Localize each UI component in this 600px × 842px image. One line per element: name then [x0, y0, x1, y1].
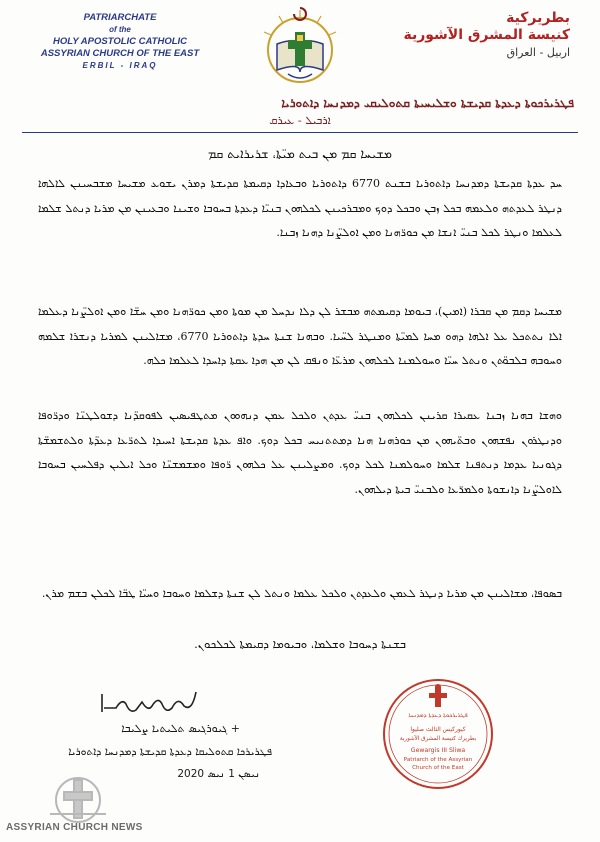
- signature-title: ܦܛܪܝܪܟܐ ܩܬܘܠܝܩܐ ܕܥܕܬܐ ܩܕܝܫܬܐ ܕܡܕܢܚܐ ܕܐܬܘܪܝܐ: [68, 746, 272, 758]
- seal-arabic: كيوركيس الثالث صليوا: [410, 726, 466, 733]
- letterhead-english: [20, 12, 220, 72]
- watermark-label: ASSYRIAN CHURCH NEWS: [6, 822, 143, 833]
- body-paragraph: ܡܫܝܚܐ ܕܩܡ ܡܢ ܩܒܪܐ (ܐܡܝܢ)، ܒܝܘܡܐ ܕܩܝܡܬܗ ܡܒܫܪ ܠܢ ܕܠܐ ܢܕܚܠ ܡܢ ܡܘܬܐ ܘܡܢ ܟܘܪ̈ܗܢܐ ܘܡܢ ܚܫ̈ܐ ܘܡܢ ܐܘܠܨ̈ܢܐ ܕܥܠܡܐ ܐܠܐ ܢܬܬܟܠ ܥܠ ܐܠܗܐ ܕܗܘ ܡܚܐ ܠܡܝ̈ܬܐ ܘܡܢܛܪ ܠܚ̈ܝܐ. ܘܒܗܢܐ ܫܢܬܐ ܚܕܬܐ ܕܐܬܘܪܝܐ 6770، ܡܫܐܠܝܢܢ ܠܡܪܝܐ ܕܢܫܪܐ ܫܠܡܗ ܘܚܘܒܗ ܒܠܒܘ̈ܬܢ ܘܢܬܠ ܚܝ̈ܐ ܘܚܘܠܡܢܐ ܠܟܠܗܘܢ ܡܪܥ̈ܐ ܘܢܦܩ ܠܢ ܡܢ ܗܕܐ ܥܩܬܐ ܕܐܚܕܐ ܠܥܠܡܐ ܟܠܗ.: [38, 305, 562, 367]
- body-paragraph: ܒܣܘܦܐ، ܡܫܐܠܝܢܢ ܡܢ ܡܪܝܐ ܕܢܛܪ ܠܥܡܢ ܘܠܥܕܬܢ ܘܠܟܠ ܥܠܡܐ ܘܢܬܠ ܠܢ ܫܢܬܐ ܕܫܠܡܐ ܘܚܘܒܐ ܘܚܝ̈ܐ ܛܒ̈ܐ ܠܟܠܢ ܒܫܡ ܡܪܢ.: [41, 587, 562, 600]
- body-paragraph: ܘܗܫܐ ܒܗܢܐ ܙܒܢܐ ܥܩܝܪܐ ܩܪܝܢܢ ܠܟܠܗܘܢ ܒܢܝ̈ ܥܕܬܢ ܘܠܟܠ ܥܡܢ ܕܢܗܘܘܢ ܡܬܛܦܝܣܝܢ ܠܦܘܩܕ̈ܢܐ ܕܫܘܠܛܢ̈ܐ ܘܕܪ̈ܘܦܐ ܘܕܢܛܪܘܢ ܢܦܫܗܘܢ ܘܒܬ̈ܝܗܘܢ ܡܢ ܟܘܪܗܢܐ ܗܢܐ ܕܡܬܬܢܝܚ ܒܟܠ ܕܘܟ. ܘܐܦ ܥܕܬܐ ܩܕܝܫܬܐ ܐܚܝܕܐ ܠܬܪ̈ܥܐ ܕܥܕ̈ܬܐ ܘܠܬܫܡܫ̈ܬܐ ܕܓܘܢܝܐ ܥܕܡܐ ܕܢܬܦܢܐ ܫܠܡܐ ܘܚܘܠܡܢܐ ܠܟܠ ܕܘܟ. ܘܡܨܠܝܢܢ ܥܠ ܟܠܗܘܢ ܪ̈ܘܦܐ ܘܡܫܡܫܢ̈ܐ ܘܟܠ ܐܝܠܝܢ ܕܦܠܚܝܢ ܒܚܘܒܐ ܠܐܘܠܨ̈ܢܐ ܕܐܢܫܘܬܐ ܘܠܡܪ̈ܥܐ ܘܠܒܢܝ̈ ܒܝܬܐ ܕܝܠܗܘܢ.: [38, 409, 562, 496]
- letterhead-line: ASSYRIAN CHURCH OF THE EAST: [40, 48, 200, 59]
- handwritten-signature: [92, 686, 202, 718]
- letterhead-line: PATRIARCHATE: [83, 12, 157, 23]
- seal-arabic: بطريرك كنيسة المشرق الآشورية: [399, 736, 477, 742]
- cross-icon: [429, 684, 447, 707]
- letterhead-city: اربيل - العراق: [506, 46, 570, 59]
- seal-syriac: ܦܛܪܝܪܟܘܬܐ ܕܥܕܬܐ ܕܡܕܢܚܐ: [408, 712, 468, 719]
- signature-name: + ܓܝܘܪܓܝܣ ܬܠܝܬܝܐ ܨܠܝܒܐ: [121, 722, 240, 735]
- salutation: ܡܫܝܚܐ ܩܡ ܡܢ ܒܝܬ ܡܝ̈ܬܐ، ܫܪܝܪܐܝܬ ܩܡ: [208, 146, 392, 161]
- letterhead-arabic: [400, 10, 570, 61]
- seal-english: Gewargis III Sliwa: [410, 747, 466, 754]
- header-divider: [22, 132, 578, 133]
- letterhead-syriac: ܦܛܪܝܪܟܘܬܐ ܕܥܕܬܐ ܩܕܝܫܬܐ ܘܫܠܝܚܝܬܐ ܩܬܘܠܝܩܝ ܕܡܕܢܚܐ ܕܐܬܘܪܝܐ: [281, 96, 574, 110]
- letterhead-city: ERBIL - IRAQ: [82, 61, 158, 70]
- letterhead-line: كنيسة المشرق الآشورية: [403, 27, 570, 43]
- closing-line: ܒܫܢܬܐ ܕܚܘܒܐ ܘܫܠܡܐ، ܘܒܝܘܡܐ ܕܩܝܡܬܐ ܠܟܠܟܘܢ.: [194, 637, 406, 651]
- seal-english: Patriarch of the Assyrian: [403, 757, 473, 763]
- patriarchal-seal: [382, 675, 494, 793]
- letterhead-syriac-city: ܐܪܒܝܠ - ܥܝܪܩ: [269, 114, 331, 127]
- church-emblem-icon: [255, 4, 345, 90]
- letterhead-line: of the: [109, 25, 131, 34]
- body-paragraph: ܚܕ ܥܕܬܐ ܩܕܝܫܬܐ ܕܡܕܢܚܐ ܕܐܬܘܪܝܐ ܒܫܢܬ 6770 ܕܐܬܘܪܝܐ ܘܒܥܐܕܐ ܕܩܝܡܬܐ ܩܕܝܫܬܐ ܕܡܪܢ ܝܫܘܥ ܡܫܝܚܐ ܡܫܒܚܝܢܢ ܠܐܠܗܐ ܕܢܛܪ ܠܥܕܬܗ ܘܠܥܡܗ ܒܟܠ ܙܒܢ ܘܒܟܠ ܕܘܟ ܘܡܒܪܟܝܢܢ ܠܟܠܗܘܢ ܒܢܝ̈ܐ ܕܥܕܬܐ ܒܚܘܒܐ ܘܫܝܢܐ ܘܒܥܝܢܢ ܡܢ ܡܪܝܐ ܕܢܬܠ ܫܠܡܐ ܠܥܠܡܐ ܘܢܛܪ ܠܟܠ ܒܢܝ̈ ܐܢܫܐ ܡܢ ܟܘܪ̈ܗܢܐ ܘܡܢ ܐܘܠܨ̈ܢܐ ܕܗܢܐ ܙܒܢܐ.: [38, 177, 562, 239]
- letter-date: ܢܝܣܢ 1 ܢܝܣ 2020: [177, 768, 260, 780]
- letterhead-line: بطريركية: [506, 10, 570, 26]
- seal-english: Church of the East: [412, 765, 464, 771]
- letterhead-line: HOLY APOSTOLIC CATHOLIC: [52, 36, 188, 47]
- letter-body: [38, 146, 562, 652]
